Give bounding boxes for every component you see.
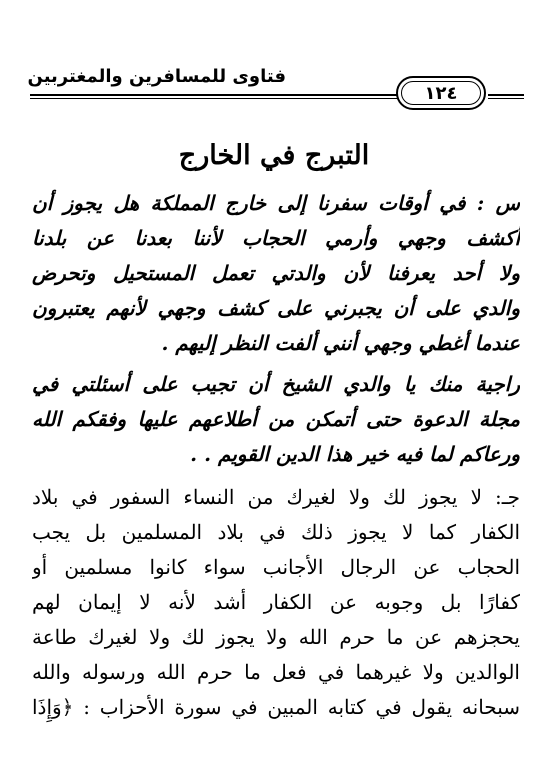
text-line: كفارًا بل وجوبه عن الكفار أشد لأنه لا إيمان لهم (32, 590, 520, 614)
body-text (32, 186, 520, 725)
text-line: ولا أحد يعرفنا لأن والدتي تعمل المستحيل وتحرض (32, 261, 520, 285)
header-rule-short (488, 94, 524, 99)
running-title: فتاوى للمسافرين والمغتربين (27, 66, 286, 87)
page-number: ١٢٤ (424, 82, 458, 104)
text-line: الوالدين ولا غيرهما في فعل ما حرم الله ورسوله والله (32, 660, 520, 684)
text-line: أكشف وجهي وأرمي الحجاب لأننا بعدنا عن بلدنا (32, 226, 520, 250)
question-paragraph (32, 367, 520, 472)
page-header (12, 56, 536, 116)
text-line: عندما أغطي وجهي أنني ألفت النظر إليهم . (161, 331, 520, 355)
header-rule (30, 94, 398, 99)
text-line: س : في أوقات سفرنا إلى خارج المملكة هل يجوز أن (32, 191, 520, 215)
page-number-badge (396, 76, 486, 110)
text-line: راجية منك يا والدي الشيخ أن تجيب على أسئلتي في (32, 372, 520, 396)
text-line: سبحانه يقول في كتابه المبين في سورة الأحزاب : ﴿وَإِذَا (32, 695, 520, 719)
text-line: الحجاب عن الرجال الأجانب سواء كانوا مسلمين أو (32, 555, 520, 579)
text-line: ورعاكم لما فيه خير هذا الدين القويم . . (190, 442, 520, 466)
chapter-title: التبرج في الخارج (178, 140, 370, 171)
question-block (32, 186, 520, 472)
question-paragraph (32, 186, 520, 361)
text-line: مجلة الدعوة حتى أتمكن من أطلاعهم عليها وفقكم الله (32, 407, 520, 431)
text-line: والدي على أن يجبرني على كشف وجهي لأنهم يعتبرون (32, 296, 520, 320)
answer-block (32, 480, 520, 725)
text-line: الكفار كما لا يجوز ذلك في بلاد المسلمين بل يجب (32, 520, 520, 544)
text-line: جـ: لا يجوز لك ولا لغيرك من النساء السفور في بلاد (32, 485, 520, 509)
text-line: يحجزهم عن ما حرم الله ولا يجوز لك ولا لغيرك طاعة (32, 625, 520, 649)
